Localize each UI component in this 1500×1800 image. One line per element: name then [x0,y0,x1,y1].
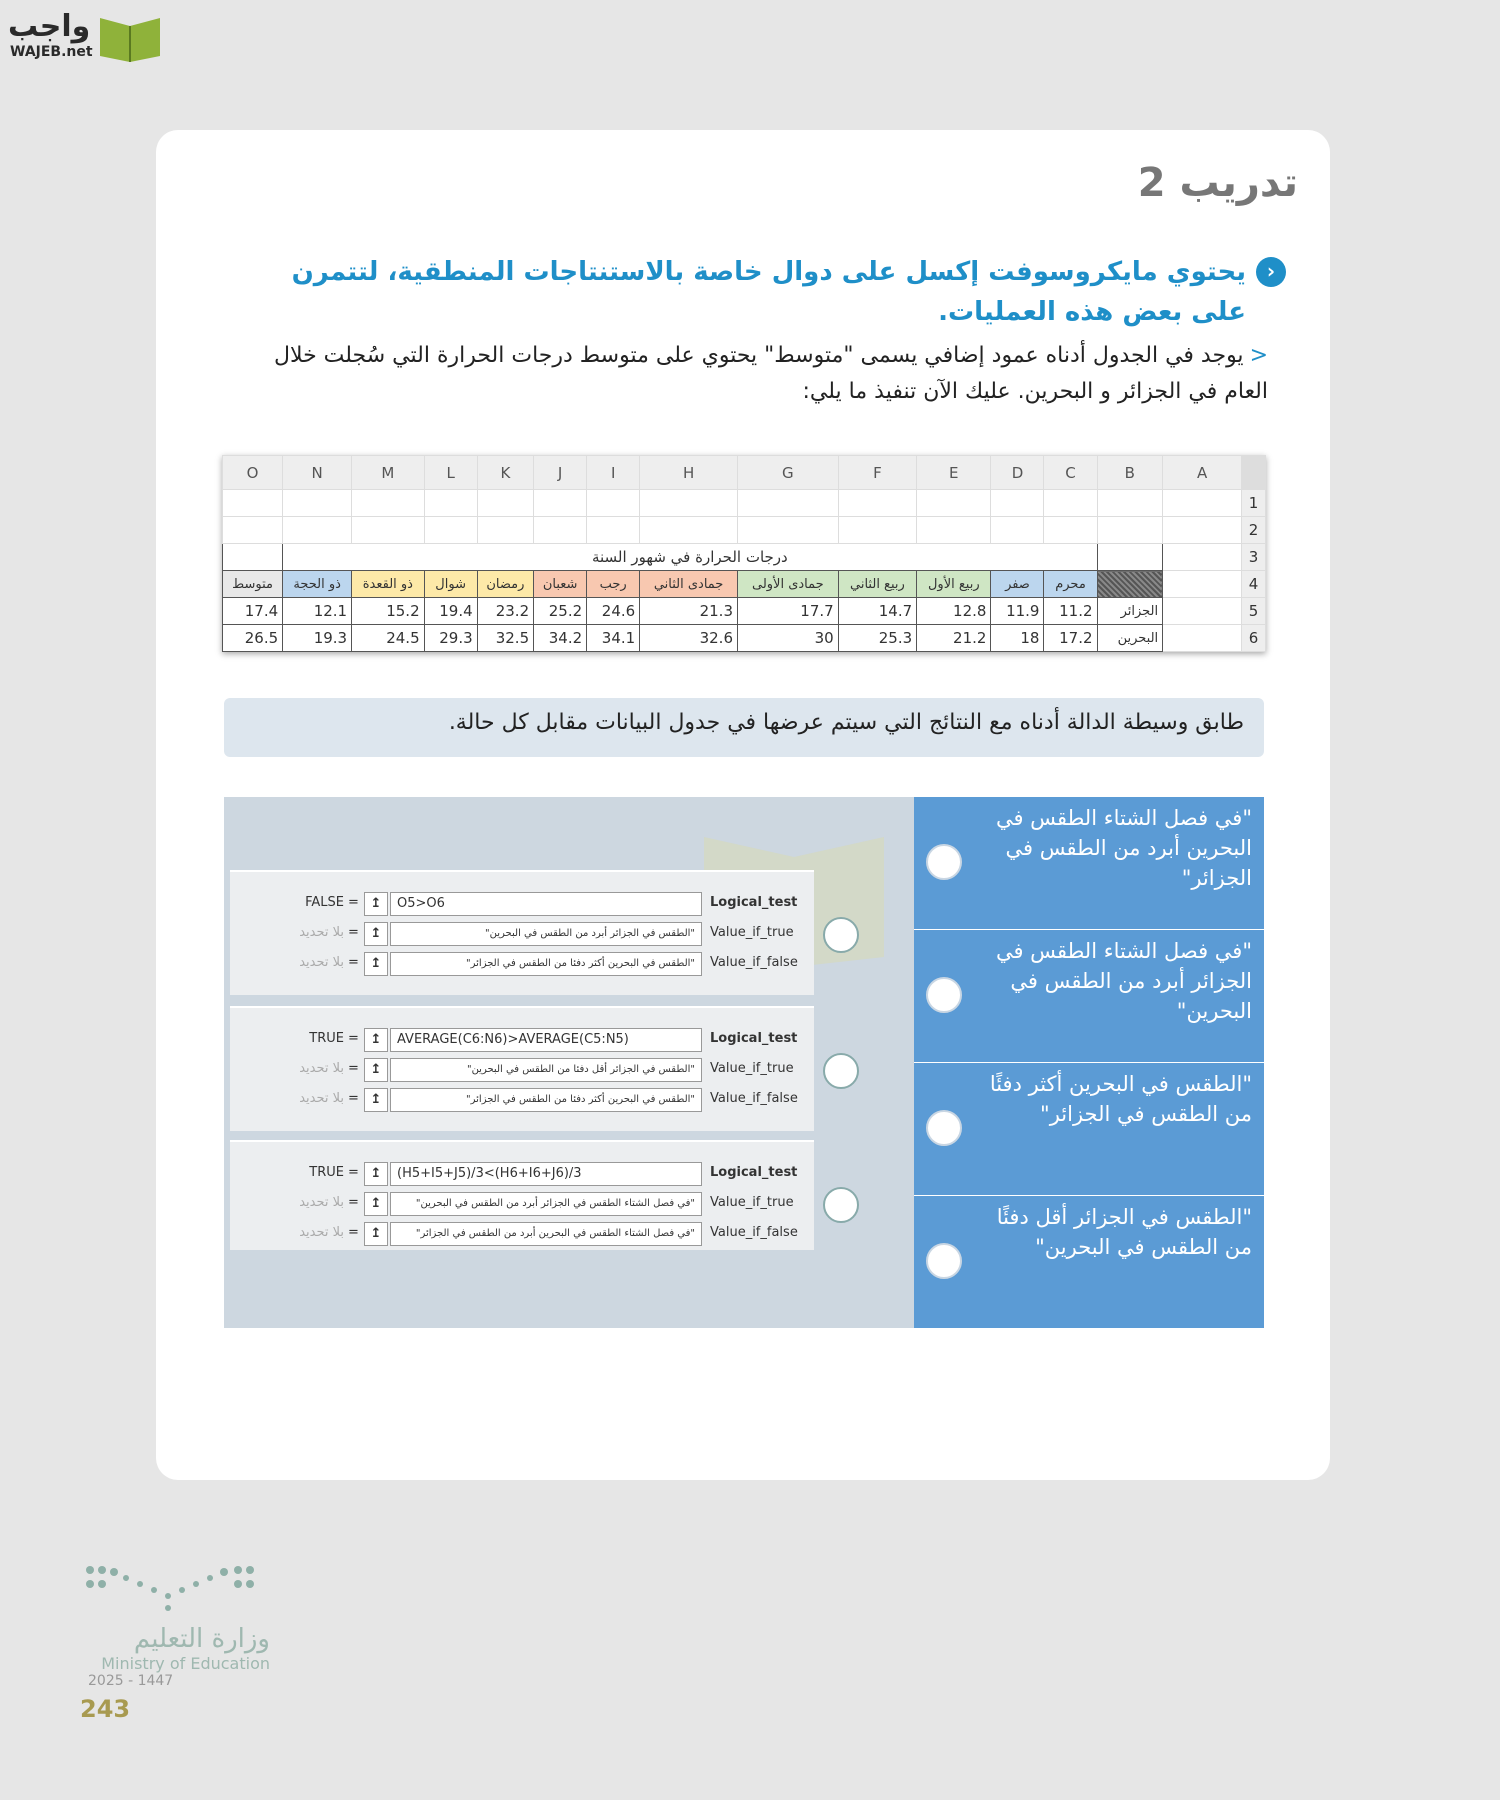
argument-row [230,1192,814,1216]
paragraph-text: يوجد في الجدول أدناه عمود إضافي يسمى "متوسط" يحتوي على متوسط درجات الحرارة التي سُجلت خلال العام في الجزائر و البحرين. عليك الآن تنفيذ ما يلي: [273,343,1268,404]
row-header[interactable]: 1 [1242,490,1266,517]
month-header[interactable]: محرم [1044,571,1097,598]
cell[interactable] [1097,490,1163,517]
argument-result: بلا تحديد [299,955,344,970]
collapse-dialog-icon[interactable]: ↥ [364,1028,388,1052]
argument-row [230,952,814,976]
value-cell[interactable]: 15.2 [352,598,425,625]
function-arguments-box [230,1006,814,1131]
value-cell[interactable]: 26.5 [223,625,283,652]
options-column [914,797,1264,1328]
value-cell[interactable]: 18 [991,625,1044,652]
argument-result: بلا تحديد [299,1225,344,1240]
value-cell[interactable]: 34.2 [534,625,587,652]
argument-result: بلا تحديد [299,1091,344,1106]
month-header[interactable]: شوال [424,571,477,598]
cell[interactable] [534,490,587,517]
cell[interactable] [352,517,425,544]
collapse-dialog-icon[interactable]: ↥ [364,922,388,946]
argument-row [230,922,814,946]
value-cell[interactable]: 17.2 [1044,625,1097,652]
cell[interactable] [640,517,738,544]
select-all-corner[interactable] [1242,456,1266,490]
option-item [914,930,1264,1063]
cell[interactable] [424,517,477,544]
column-header-F[interactable]: F [838,456,916,490]
argument-row [230,1222,814,1246]
month-header[interactable]: ذو القعدة [352,571,425,598]
value-cell[interactable]: 24.6 [587,598,640,625]
column-header-M[interactable]: M [352,456,425,490]
cell[interactable] [1163,625,1242,652]
argument-input[interactable]: "الطقس في الجزائر أقل دفئا من الطقس في البحرين" [390,1058,702,1082]
column-header-N[interactable]: N [283,456,352,490]
value-cell[interactable]: 25.3 [838,625,916,652]
column-header-G[interactable]: G [738,456,839,490]
argument-row [230,892,814,916]
row-header[interactable]: 4 [1242,571,1266,598]
value-cell[interactable]: 24.5 [352,625,425,652]
cell[interactable] [283,517,352,544]
argument-input[interactable]: "الطقس في البحرين أكثر دفئا من الطقس في الجزائر" [390,1088,702,1112]
argument-result: FALSE [305,895,344,910]
heading-text: يحتوي مايكروسوفت إكسل على دوال خاصة بالاستنتاجات المنطقية، لتتمرن على بعض هذه العمليات. [291,257,1246,327]
cell[interactable] [838,490,916,517]
cell[interactable] [1163,571,1242,598]
value-cell[interactable]: 19.4 [424,598,477,625]
option-text: "الطقس في الجزائر أقل دفئًا من الطقس في البحرين" [996,1205,1252,1259]
argument-label: Value_if_false [710,1091,798,1106]
year: 2025 - 1447 [88,1673,174,1689]
value-cell[interactable]: 21.3 [640,598,738,625]
match-dot[interactable] [926,1243,962,1279]
argument-row [230,1162,814,1186]
equals-sign: = [348,1225,359,1240]
row-header[interactable]: 5 [1242,598,1266,625]
column-header-I[interactable]: I [587,456,640,490]
argument-input[interactable]: "في فصل الشتاء الطقس في الجزائر أبرد من الطقس في البحرين" [390,1192,702,1216]
collapse-dialog-icon[interactable]: ↥ [364,1192,388,1216]
cell[interactable] [424,490,477,517]
cell[interactable] [283,490,352,517]
collapse-dialog-icon[interactable]: ↥ [364,1222,388,1246]
month-header[interactable]: ذو الحجة [283,571,352,598]
function-arguments-box [230,870,814,995]
cell[interactable] [1097,571,1163,598]
section-heading [236,252,1286,332]
cell[interactable] [991,490,1044,517]
column-header-B[interactable]: B [1097,456,1163,490]
option-item [914,1063,1264,1196]
value-cell[interactable]: 29.3 [424,625,477,652]
month-header[interactable]: جمادى الأولى [738,571,839,598]
month-header[interactable]: رمضان [477,571,533,598]
match-dot[interactable] [926,1110,962,1146]
cell[interactable] [1163,598,1242,625]
column-header-O[interactable]: O [223,456,283,490]
option-item [914,797,1264,930]
ministry-logo-icon [80,1560,270,1620]
argument-row [230,1028,814,1052]
option-text: "الطقس في البحرين أكثر دفئًا من الطقس في الجزائر" [989,1072,1252,1126]
cell[interactable] [1044,490,1097,517]
argument-input[interactable]: AVERAGE(C6:N6)>AVERAGE(C5:N5) [390,1028,702,1052]
cell[interactable] [477,517,533,544]
spreadsheet [222,455,1266,652]
cell[interactable] [991,517,1044,544]
column-header-J[interactable]: J [534,456,587,490]
cell[interactable] [917,517,991,544]
match-dot[interactable] [926,844,962,880]
cell[interactable] [587,490,640,517]
match-dot[interactable] [823,917,859,953]
match-dot[interactable] [823,1187,859,1223]
cell[interactable] [738,490,839,517]
function-arguments-box [230,1140,814,1250]
argument-row [230,1058,814,1082]
cell[interactable] [1163,490,1242,517]
bullet-icon: < [1249,343,1268,368]
equals-sign: = [348,895,359,910]
value-cell[interactable]: 14.7 [838,598,916,625]
argument-input[interactable]: "في فصل الشتاء الطقس في البحرين أبرد من الطقس في الجزائر" [390,1222,702,1246]
svg-text:واجب: واجب [8,9,91,44]
merged-title-cell[interactable]: درجات الحرارة في شهور السنة [283,544,1097,571]
exercise-title: تدريب 2 [1137,160,1298,206]
equals-sign: = [348,925,359,940]
cell[interactable] [587,517,640,544]
column-header-A[interactable]: A [1163,456,1242,490]
cell[interactable] [1097,517,1163,544]
equals-sign: = [348,1195,359,1210]
collapse-dialog-icon[interactable]: ↥ [364,1088,388,1112]
option-item [914,1196,1264,1329]
value-cell[interactable]: 21.2 [917,625,991,652]
column-header-K[interactable]: K [477,456,533,490]
cell[interactable] [223,544,283,571]
month-header[interactable]: شعبان [534,571,587,598]
cell[interactable] [738,517,839,544]
ministry-name-en: Ministry of Education [101,1654,270,1673]
cell[interactable] [917,490,991,517]
page-number: 243 [80,1695,131,1723]
cell[interactable] [838,517,916,544]
value-cell[interactable]: 11.2 [1044,598,1097,625]
month-header[interactable]: ربيع الأول [917,571,991,598]
value-cell[interactable]: 25.2 [534,598,587,625]
cell[interactable] [223,490,283,517]
cell[interactable] [534,517,587,544]
argument-result: TRUE [309,1031,344,1046]
row-header[interactable]: 3 [1242,544,1266,571]
cell[interactable] [477,490,533,517]
cell[interactable] [1163,517,1242,544]
value-cell[interactable]: 32.5 [477,625,533,652]
equals-sign: = [348,1061,359,1076]
value-cell[interactable]: 17.4 [223,598,283,625]
row-header[interactable]: 6 [1242,625,1266,652]
equals-sign: = [348,955,359,970]
month-header[interactable]: متوسط [223,571,283,598]
match-dot[interactable] [926,977,962,1013]
row-header[interactable]: 2 [1242,517,1266,544]
cell[interactable] [640,490,738,517]
cell[interactable] [1163,544,1242,571]
column-header-E[interactable]: E [917,456,991,490]
value-cell[interactable]: 11.9 [991,598,1044,625]
month-header[interactable]: رجب [587,571,640,598]
cell[interactable] [352,490,425,517]
argument-result: بلا تحديد [299,1061,344,1076]
value-cell[interactable]: 17.7 [738,598,839,625]
argument-input[interactable]: (H5+I5+J5)/3<(H6+I6+J6)/3 [390,1162,702,1186]
column-header-D[interactable]: D [991,456,1044,490]
equals-sign: = [348,1091,359,1106]
month-header[interactable]: ربيع الثاني [838,571,916,598]
argument-label: Value_if_true [710,1061,794,1076]
match-dot[interactable] [823,1053,859,1089]
column-header-C[interactable]: C [1044,456,1097,490]
cell[interactable] [223,517,283,544]
collapse-dialog-icon[interactable]: ↥ [364,952,388,976]
country-cell[interactable]: البحرين [1097,625,1163,652]
argument-input[interactable]: "الطقس في البحرين أكثر دفئا من الطقس في الجزائر" [390,952,702,976]
svg-text:WAJEB.net: WAJEB.net [10,44,93,60]
value-cell[interactable]: 19.3 [283,625,352,652]
cell[interactable] [1044,517,1097,544]
value-cell[interactable]: 12.8 [917,598,991,625]
ministry-name-ar: وزارة التعليم [133,1624,270,1654]
collapse-dialog-icon[interactable]: ↥ [364,1058,388,1082]
argument-result: بلا تحديد [299,925,344,940]
value-cell[interactable]: 30 [738,625,839,652]
argument-label: Value_if_false [710,1225,798,1240]
intro-block [236,252,1286,410]
cell[interactable] [1097,544,1163,571]
argument-row [230,1088,814,1112]
argument-label: Logical_test [710,1165,798,1180]
equals-sign: = [348,1031,359,1046]
value-cell[interactable]: 32.6 [640,625,738,652]
country-cell[interactable]: الجزائر [1097,598,1163,625]
option-text: "في فصل الشتاء الطقس في الجزائر أبرد من الطقس في البحرين" [995,939,1252,1023]
value-cell[interactable]: 23.2 [477,598,533,625]
month-header[interactable]: صفر [991,571,1044,598]
collapse-dialog-icon[interactable]: ↥ [364,892,388,916]
argument-result: TRUE [309,1165,344,1180]
value-cell[interactable]: 12.1 [283,598,352,625]
column-header-L[interactable]: L [424,456,477,490]
value-cell[interactable]: 34.1 [587,625,640,652]
ministry-footer [80,1560,270,1723]
argument-label: Value_if_false [710,955,798,970]
option-text: "في فصل الشتاء الطقس في البحرين أبرد من الطقس في الجزائر" [995,806,1252,890]
instructions-paragraph [236,338,1286,410]
month-header[interactable]: جمادى الثاني [640,571,738,598]
wajeb-logo [8,6,168,66]
matching-instruction: طابق وسيطة الدالة أدناه مع النتائج التي سيتم عرضها في جدول البيانات مقابل كل حالة. [224,698,1264,757]
equals-sign: = [348,1165,359,1180]
argument-result: بلا تحديد [299,1195,344,1210]
argument-input[interactable]: O5>O6 [390,892,702,916]
argument-label: Value_if_true [710,925,794,940]
argument-label: Logical_test [710,895,798,910]
collapse-dialog-icon[interactable]: ↥ [364,1162,388,1186]
chevron-left-icon: ‹ [1256,257,1286,287]
column-header-H[interactable]: H [640,456,738,490]
argument-label: Logical_test [710,1031,798,1046]
argument-input[interactable]: "الطقس في الجزائر أبرد من الطقس في البحرين" [390,922,702,946]
argument-label: Value_if_true [710,1195,794,1210]
